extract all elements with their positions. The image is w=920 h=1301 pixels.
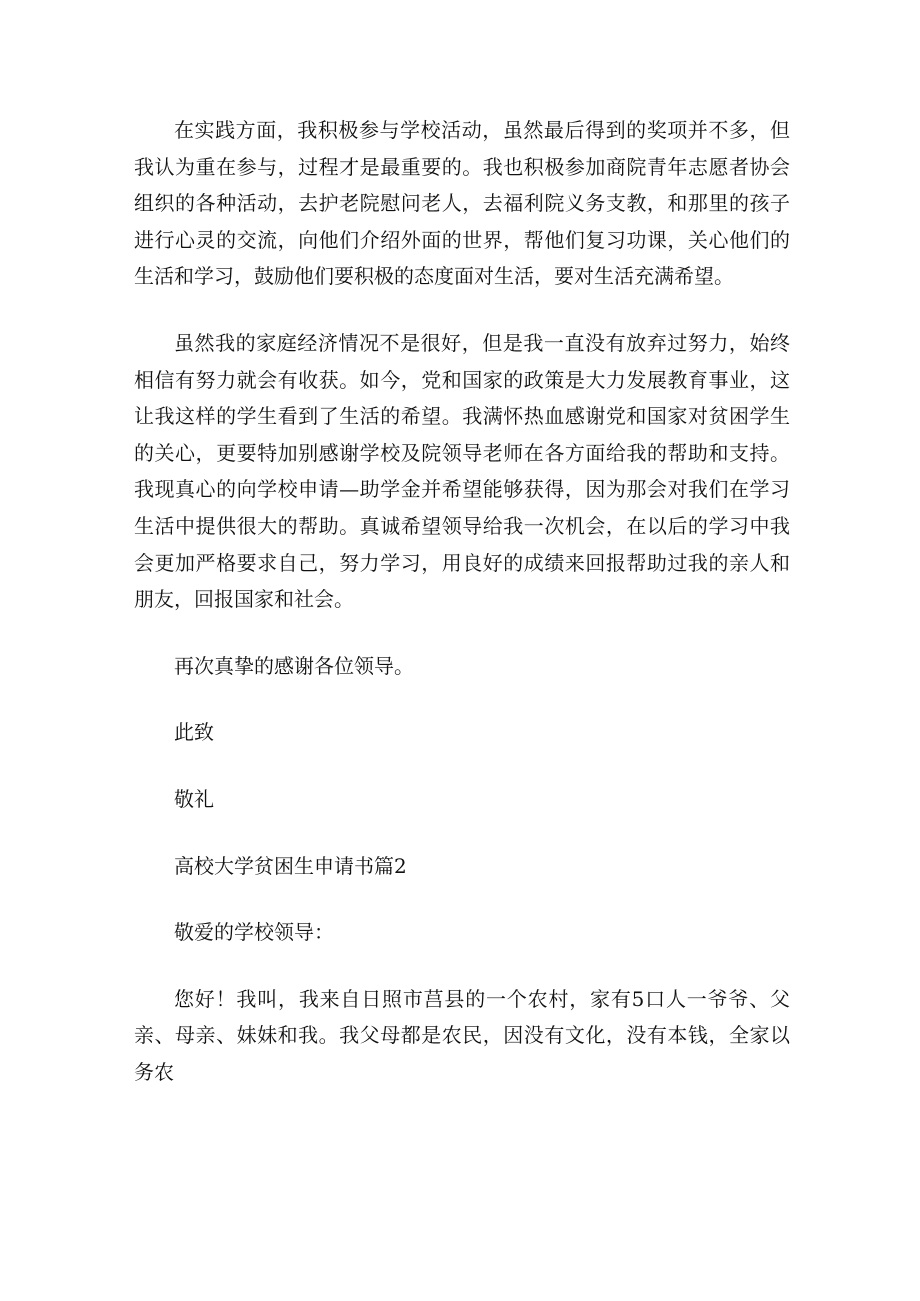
closing-regards: 敬礼 — [174, 786, 214, 811]
paragraph-family-economy: 虽然我的家庭经济情况不是很好，但是我一直没有放弃过努力，始终相信有努力就会有收获。如今，党和国家的政策是大力发展教育事业，这让我这样的学生看到了生活的希望。我满怀热血感谢党和国家对贫困学生的关心，更要特加别感谢学校及院领导老师在各方面给我的帮助和支持。我现真心的向学校申请—助学金并希望能够获得，因为那会对我们在学习生活中提供很大的帮助。真诚希望领导给我一次机会，在以后的学习中我会更加严格要求自己，努力学习，用良好的成绩来回报帮助过我的亲人和朋友，回报国家和社会。 — [134, 330, 790, 612]
document-page — [134, 112, 790, 1090]
section-title: 高校大学贫困生申请书篇2 — [174, 853, 407, 878]
paragraph-introduction: 您好！我叫，我来自日照市莒县的一个农村，家有5口人一爷爷、父亲、母亲、妹妹和我。我父母都是农民，因没有文化，没有本钱，全家以务农 — [134, 986, 790, 1084]
closing-salutation: 此致 — [174, 720, 214, 745]
paragraph-thanks: 再次真挚的感谢各位领导。 — [174, 653, 414, 678]
letter-greeting: 敬爱的学校领导： — [174, 920, 334, 945]
paragraph-practice: 在实践方面，我积极参与学校活动，虽然最后得到的奖项并不多，但我认为重在参与，过程才是最重要的。我也积极参加商院青年志愿者协会组织的各种活动，去护老院慰问老人，去福利院义务支教，和那里的孩子进行心灵的交流，向他们介绍外面的世界，帮他们复习功课，关心他们的生活和学习，鼓励他们要积极的态度面对生活，要对生活充满希望。 — [134, 118, 790, 289]
